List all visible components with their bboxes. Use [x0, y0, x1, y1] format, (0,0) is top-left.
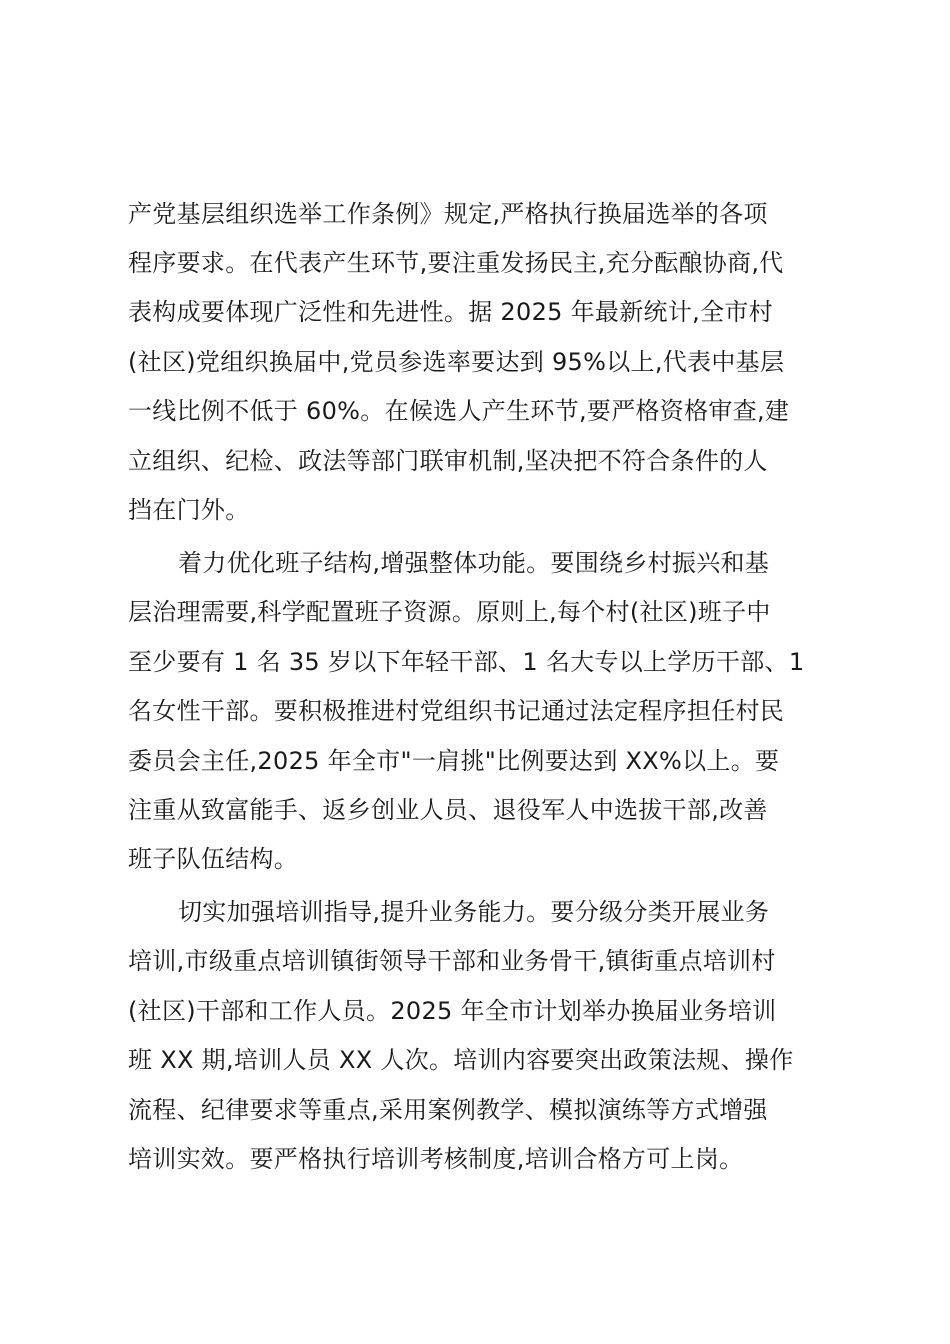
text-line: (社区)干部和工作人员。2025 年全市计划举办换届业务培训 [128, 997, 777, 1025]
text-line: 层治理需要,科学配置班子资源。原则上,每个村(社区)班子中 [128, 598, 771, 626]
text-line: 培训,市级重点培训镇街领导干部和业务骨干,镇街重点培训村 [128, 947, 776, 975]
text-line: 班子队伍结构。 [128, 845, 299, 873]
text-line: 一线比例不低于 60%。在候选人产生环节,要严格资格审查,建 [128, 397, 790, 425]
text-line: 注重从致富能手、返乡创业人员、退役军人中选拔干部,改善 [128, 796, 768, 824]
paragraph-first-line: 切实加强培训指导,提升业务能力。要分级分类开展业务 [178, 898, 770, 926]
text-line: 表构成要体现广泛性和先进性。据 2025 年最新统计,全市村 [128, 298, 773, 326]
text-line: (社区)党组织换届中,党员参选率要达到 95%以上,代表中基层 [128, 348, 785, 376]
text-line: 挡在门外。 [128, 496, 250, 524]
text-line: 班 XX 期,培训人员 XX 人次。培训内容要突出政策法规、操作 [128, 1046, 794, 1074]
paragraph-first-line: 着力优化班子结构,增强整体功能。要围绕乡村振兴和基 [178, 549, 770, 577]
text-line: 至少要有 1 名 35 岁以下年轻干部、1 名大专以上学历干部、1 [128, 648, 805, 676]
text-line: 名女性干部。要积极推进村党组织书记通过法定程序担任村民 [128, 697, 785, 725]
text-line: 立组织、纪检、政法等部门联审机制,坚决把不符合条件的人 [128, 447, 768, 475]
text-line: 程序要求。在代表产生环节,要注重发扬民主,充分酝酿协商,代 [128, 249, 784, 277]
text-line: 流程、纪律要求等重点,采用案例教学、模拟演练等方式增强 [128, 1096, 768, 1124]
text-line: 培训实效。要严格执行培训考核制度,培训合格方可上岗。 [128, 1145, 744, 1173]
text-line: 产党基层组织选举工作条例》规定,严格执行换届选举的各项 [128, 200, 768, 228]
text-line: 委员会主任,2025 年全市"一肩挑"比例要达到 XX%以上。要 [128, 747, 780, 775]
